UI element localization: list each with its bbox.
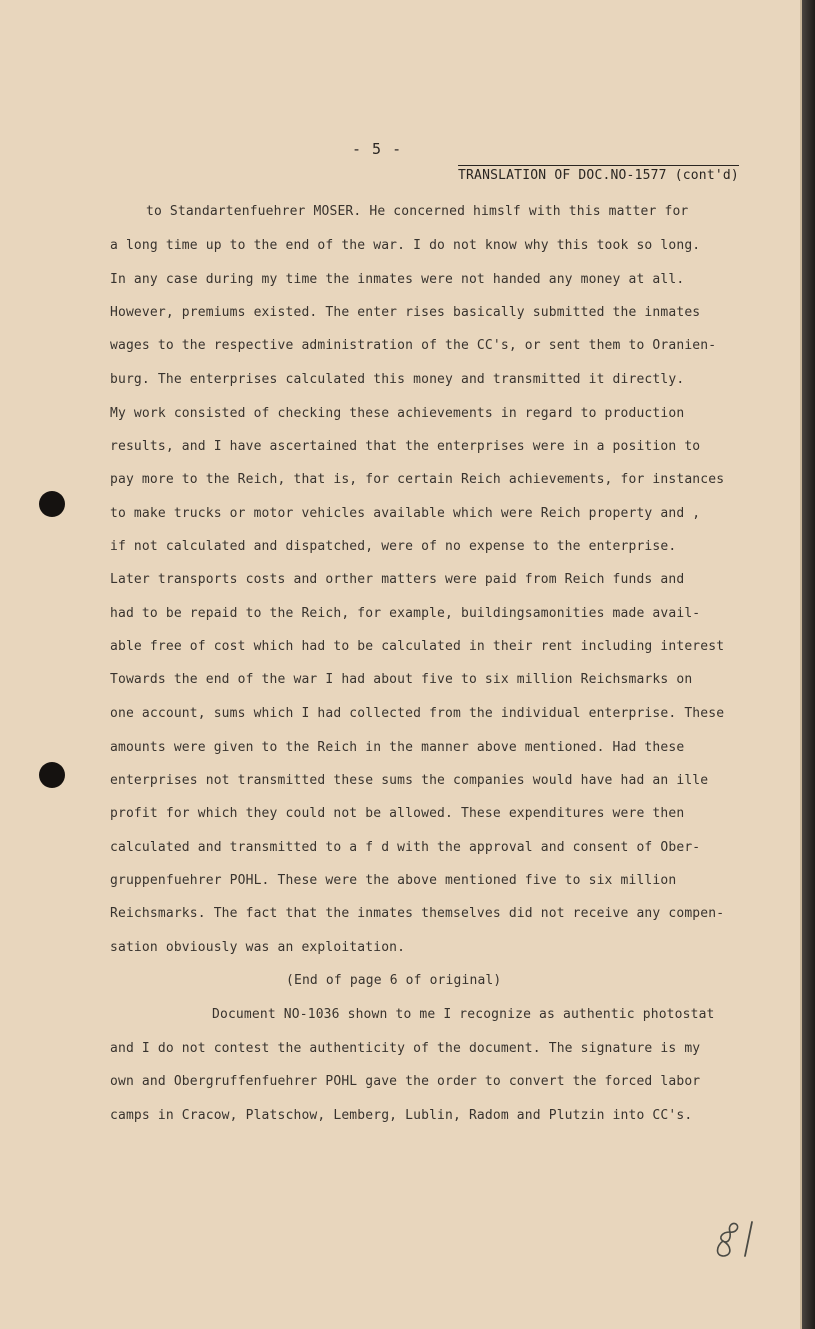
text-line: to Standartenfuehrer MOSER. He concerned himslf with this matter for: [146, 204, 689, 219]
text-line: In any case during my time the inmates were not handed any money at all.: [110, 272, 685, 287]
text-line: a long time up to the end of the war. I do not know why this took so long.: [110, 238, 701, 253]
page-number: - 5 -: [352, 140, 403, 158]
text-line: enterprises not transmitted these sums the companies would have had an ille: [110, 773, 709, 788]
text-line: amounts were given to the Reich in the manner above mentioned. Had these: [110, 740, 685, 755]
text-line: if not calculated and dispatched, were of no expense to the enterprise.: [110, 539, 677, 554]
punch-hole-top: [39, 491, 65, 517]
text-line: own and Obergruffenfuehrer POHL gave the order to convert the forced labor: [110, 1074, 701, 1089]
punch-hole-bottom: [39, 762, 65, 788]
text-line: However, premiums existed. The enter rises basically submitted the inmates: [110, 305, 701, 320]
text-line: had to be repaid to the Reich, for example, buildingsamonities made avail-: [110, 606, 701, 621]
text-line: Document NO-1036 shown to me I recognize as authentic photostat: [212, 1007, 715, 1022]
text-line: calculated and transmitted to a f d with the approval and consent of Ober-: [110, 840, 701, 855]
text-line: Reichsmarks. The fact that the inmates themselves did not receive any compen-: [110, 906, 725, 921]
text-line: burg. The enterprises calculated this money and transmitted it directly.: [110, 372, 685, 387]
scan-background-edge: [802, 0, 815, 1329]
text-line: able free of cost which had to be calculated in their rent including interest: [110, 639, 725, 654]
text-line: and I do not contest the authenticity of the document. The signature is my: [110, 1041, 701, 1056]
text-line: to make trucks or motor vehicles available which were Reich property and ,: [110, 506, 701, 521]
text-line: sation obviously was an exploitation.: [110, 940, 406, 955]
text-line: one account, sums which I had collected from the individual enterprise. These: [110, 706, 725, 721]
document-heading: TRANSLATION OF DOC.NO-1577 (cont'd): [458, 165, 739, 183]
page-break-note: (End of page 6 of original): [286, 973, 502, 988]
text-line: profit for which they could not be allowed. These expenditures were then: [110, 806, 685, 821]
text-line: pay more to the Reich, that is, for certain Reich achievements, for instances: [110, 472, 725, 487]
text-line: gruppenfuehrer POHL. These were the above mentioned five to six million: [110, 873, 677, 888]
handwritten-folio-81: [714, 1218, 764, 1260]
text-line: Towards the end of the war I had about five to six million Reichsmarks on: [110, 672, 693, 687]
text-line: wages to the respective administration of the CC's, or sent them to Oranien-: [110, 338, 717, 353]
text-line: My work consisted of checking these achievements in regard to production: [110, 406, 685, 421]
text-line: results, and I have ascertained that the enterprises were in a position to: [110, 439, 701, 454]
text-line: Later transports costs and orther matters were paid from Reich funds and: [110, 572, 685, 587]
text-line: camps in Cracow, Platschow, Lemberg, Lublin, Radom and Plutzin into CC's.: [110, 1108, 693, 1123]
